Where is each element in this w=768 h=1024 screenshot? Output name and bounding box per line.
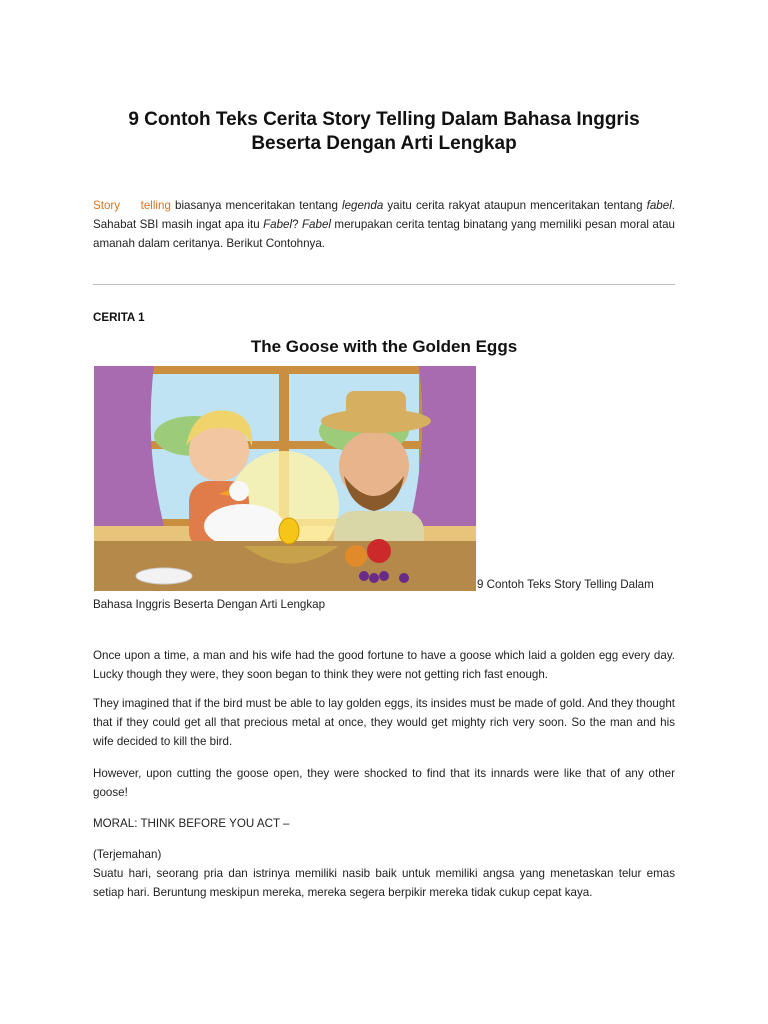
title-line-2: Beserta Dengan Arti Lengkap [251, 133, 517, 154]
intro-legenda: legenda [342, 199, 384, 212]
story-title: The Goose with the Golden Eggs [250, 337, 518, 356]
translation-block [93, 845, 675, 902]
golden-egg [279, 518, 299, 544]
plate [136, 568, 192, 584]
intro-fabel: fabel [646, 199, 672, 212]
image-caption-part-2: Bahasa Inggris Beserta Dengan Arti Lengkap [93, 598, 326, 611]
intro-text-1: biasanya menceritakan tentang [170, 199, 343, 212]
telling-link[interactable]: telling [140, 199, 171, 212]
intro-text-4: ? [292, 218, 302, 231]
apple [367, 539, 391, 563]
intro-paragraph [93, 196, 675, 253]
horizontal-divider [93, 284, 675, 285]
section-label: CERITA 1 [93, 311, 145, 324]
intro-text-2: yaitu cerita rakyat ataupun menceritakan tentang [383, 199, 647, 212]
story-paragraph-1: Once upon a time, a man and his wife had the good fortune to have a goose which laid a golden egg every day. Lucky though they were, they soon began to think they were not getting rich fast enough. [93, 649, 675, 681]
page-title [60, 108, 708, 156]
story-paragraph-3: However, upon cutting the goose open, they were shocked to find that its innards were like that of any other goose! [93, 767, 675, 799]
title-line-1: 9 Contoh Teks Cerita Story Telling Dalam Bahasa Inggris [128, 109, 640, 130]
intro-text-3: . Sahabat SBI masih ingat apa itu [93, 199, 675, 231]
translation-text: Suatu hari, seorang pria dan istrinya memiliki nasib baik untuk memiliki angsa yang menetaskan telur emas setiap hari. Beruntung meskipun mereka, mereka segera berpikir mereka tidak cukup cepat kaya. [93, 867, 675, 899]
intro-fabel-2: Fabel [301, 218, 331, 231]
story-paragraph-2: They imagined that if the bird must be able to lay golden eggs, its insides must be made of gold. And they thought that if they could get all that precious metal at once, they would get mighty rich very soon. So the man and his wife decided to kill the bird. [93, 697, 675, 748]
moral-line: MORAL: THINK BEFORE YOU ACT – [93, 817, 290, 830]
image-caption-part-1: 9 Contoh Teks Story Telling Dalam [477, 578, 654, 591]
intro-text-5: merupakan cerita tentag binatang yang memiliki pesan moral atau amanah dalam ceritanya. Berikut Contohnya. [93, 218, 675, 250]
intro-fabel-question: Fabel [263, 218, 293, 231]
story-illustration [94, 366, 476, 591]
story-link[interactable]: Story [93, 199, 121, 212]
translation-label: (Terjemahan) [93, 848, 162, 861]
man-hat-top [346, 391, 406, 423]
orange [345, 545, 367, 567]
